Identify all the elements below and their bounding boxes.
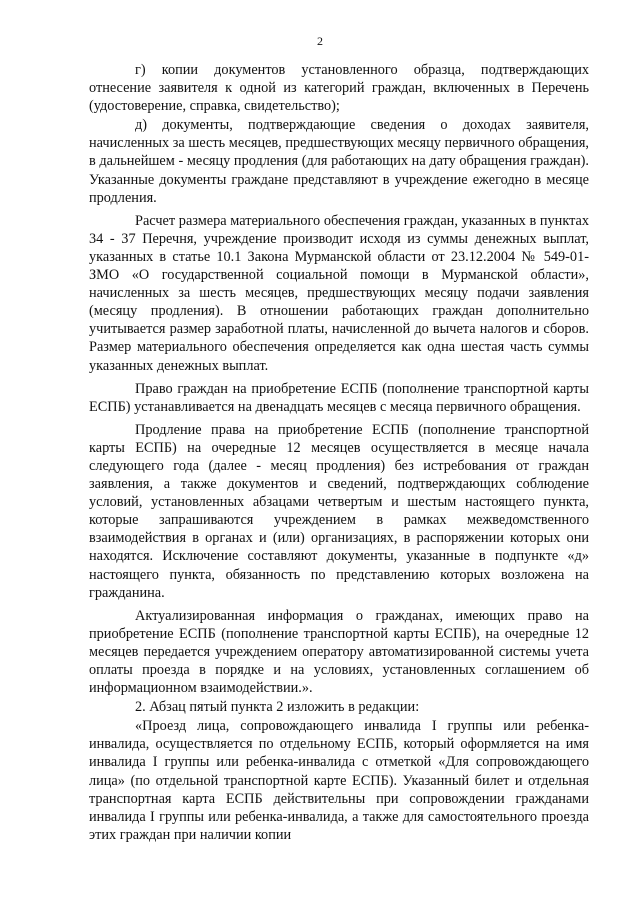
paragraph-right-extension: Продление права на приобретение ЕСПБ (пополнение транспортной карты ЕСПБ) на очередные 12 месяцев осуществляется в месяце начала следующего года (далее - месяц продления) без истребования от граждан заявления, а также документов и сведений, подтверждающих соблюдение условий, установленных абзацами четвертым и шестым настоящего пункта, которые запрашиваются учреждением в рамках межведомственного взаимодействия в органах и (или) организациях, в распоряжении которых они находятся. Исключение составляют документы, указанные в подпункте «д» настоящего пункта, обязанность по представлению которых возложена на гражданина.	[89, 421, 589, 601]
paragraph-subitem-d: д) документы, подтверждающие сведения о доходах заявителя, начисленных за шесть месяцев, предшествующих месяцу первичного обращения, в дальнейшем - месяцу продления (для работающих на дату обращения граждан). Указанные документы граждане представляют в учреждение ежегодно в месяце продления.	[89, 117, 589, 206]
page-number: 2	[317, 34, 323, 48]
paragraph-companion-travel: «Проезд лица, сопровождающего инвалида I группы или ребенка-инвалида, осуществляется по отдельному ЕСПБ, который оформляется на имя инвалида I группы или ребенка-инвалида с отметкой «Для сопровождающего лица» (по отдельной транспортной карте ЕСПБ). Указанный билет и отдельная транспортная карта ЕСПБ действительны при сопровождении гражданами инвалида I группы или ребенка-инвалида, а также для самостоятельного проезда этих граждан при наличии копии	[89, 718, 589, 843]
paragraph-updated-information: Актуализированная информация о гражданах, имеющих право на приобретение ЕСПБ (пополнение транспортной карты ЕСПБ), на очередные 12 месяцев передается учреждением оператору автоматизированной системы учета оплаты проезда в порядке и на условиях, установленных соглашением об информационном взаимодействии.».	[89, 607, 589, 697]
paragraph-subitem-g: г) копии документов установленного образца, подтверждающих отнесение заявителя к одной из категорий граждан, включенных в Перечень (удостоверение, справка, свидетельство);	[89, 62, 589, 115]
paragraph-benefit-calculation: Расчет размера материального обеспечения граждан, указанных в пунктах 34 - 37 Перечня, учреждение производит исходя из суммы денежных выплат, указанных в статье 10.1 Закона Мурманской области от 23.12.2004 № 549-01-ЗМО «О государственной социальной помощи в Мурманской области», начисленных за шесть месяцев, предшествующих месяцу подачи заявления (месяцу продления). В отношении работающих граждан дополнительно учитывается размер заработной платы, начисленной до вычета налогов и сборов. Размер материального обеспечения определяется как одна шестая часть суммы указанных денежных выплат.	[89, 212, 589, 374]
document-body	[89, 61, 589, 844]
paragraph-amendment-2: 2. Абзац пятый пункта 2 изложить в редакции:	[135, 699, 420, 716]
paragraph-right-duration: Право граждан на приобретение ЕСПБ (пополнение транспортной карты ЕСПБ) устанавливается на двенадцать месяцев с месяца первичного обращения.	[89, 380, 589, 415]
